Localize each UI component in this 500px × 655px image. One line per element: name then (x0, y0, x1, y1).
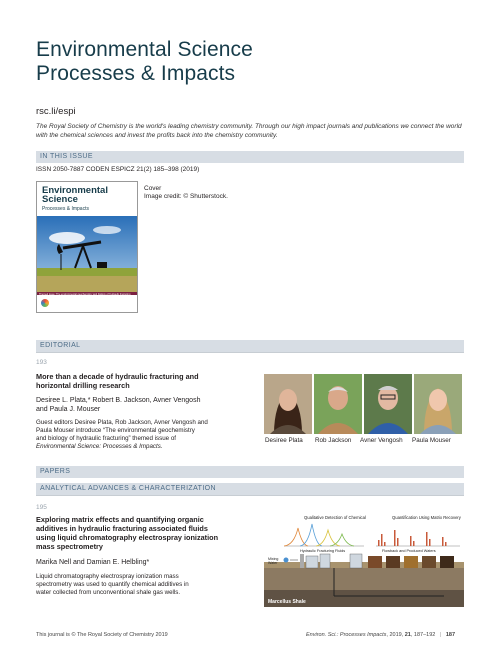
intro-text: The Royal Society of Chemistry is the world's leading chemistry community. Through our high impact journals and publications we connect the world with the chemical sciences and invest the profits back into the chemistry community. (36, 123, 462, 139)
section-editorial: EDITORIAL (36, 340, 464, 352)
editorial-abstract (36, 419, 251, 451)
cover-mini-title-1: Environmental (42, 185, 108, 196)
paper-title-line1: Exploring matrix effects and quantifying organic (36, 515, 204, 524)
graphic-shale-label: Marcellus Shale (268, 599, 306, 605)
cover-credit: Image credit: © Shutterstock. (144, 193, 228, 200)
photo-rob-jackson (314, 374, 362, 434)
footer-copyright: This journal is © The Royal Society of Chemistry 2019 (36, 632, 168, 638)
cover-label: Cover (144, 185, 162, 192)
footer-cite: , 2019, (386, 632, 405, 638)
journal-link[interactable]: rsc.li/espi (36, 106, 76, 117)
section-analytical: ANALYTICAL ADVANCES & CHARACTERIZATION (36, 483, 464, 495)
cover-mini-sub: Processes & Impacts (42, 206, 89, 212)
paper-abstract-line1: Liquid chromatography electrospray ionization mass (36, 573, 179, 580)
oil-pump-illustration (37, 216, 137, 292)
section-papers: PAPERS (36, 466, 464, 478)
journal-title-line2: Processes & Impacts (36, 62, 236, 85)
graphic-mixing-label: Mixing (268, 557, 279, 561)
journal-title-line1: Environmental Science (36, 38, 253, 61)
editorial-abstract-line3: and biology of hydraulic fracturing” themed issue of (36, 435, 176, 442)
cover-caption (144, 185, 228, 201)
paper-title-line3: using liquid chromatography electrospray ionization (36, 533, 219, 542)
photo-label-3: Avner Vengosh (360, 437, 403, 444)
graphic-flowback-label: Flowback and Produced Waters (382, 549, 436, 553)
footer-page-number: 187 (445, 632, 456, 638)
cover-image (36, 181, 138, 313)
photo-label-1: Desiree Plata (265, 437, 303, 444)
paper-authors: Marika Nell and Damian E. Helbling* (36, 559, 150, 566)
editorial-authors-line1: Desiree L. Plata,* Robert B. Jackson, Avner Vengosh (36, 397, 201, 404)
divider (36, 352, 464, 353)
footer-volume: 21 (404, 632, 411, 638)
paper-abstract (36, 573, 251, 597)
editorial-title-line2: horizontal drilling research (36, 381, 130, 390)
paper-abstract-line3: water collected from unconventional shale gas wells. (36, 589, 181, 596)
editorial-page-number: 193 (36, 359, 47, 366)
editorial-title-line1: More than a decade of hydraulic fracturing and (36, 372, 199, 381)
photo-label-4: Paula Mouser (412, 437, 451, 444)
graphic-quant-label: Quantification Using Matrix Recovery (392, 515, 461, 520)
paper-title[interactable] (36, 515, 256, 551)
graphical-abstract (264, 512, 464, 607)
footer-pages: , 187–192 (410, 632, 436, 638)
graphic-qual-label: Qualitative Detection of Chemical (304, 515, 366, 520)
photo-paula-mouser (414, 374, 462, 434)
photo-label-2: Rob Jackson (315, 437, 352, 444)
editorial-authors-line2: and Paula J. Mouser (36, 406, 101, 413)
section-in-this-issue: IN THIS ISSUE (36, 151, 464, 163)
paper-title-line4: mass spectrometry (36, 542, 103, 551)
editorial-title[interactable] (36, 372, 256, 390)
photo-desiree-plata (264, 374, 312, 434)
guest-editor-photos (264, 374, 464, 434)
rsc-logo-icon (41, 299, 49, 307)
issn-line: ISSN 2050-7887 CODEN ESPICZ 21(2) 185–398 (2019) (36, 166, 200, 173)
cover-mini-title-2: Science (42, 194, 78, 205)
graphic-hf-label: Hydraulic Fracturing Fluids (300, 549, 346, 553)
paper-title-line2: additives in hydraulic fracturing associated fluids (36, 524, 208, 533)
photo-avner-vengosh (364, 374, 412, 434)
paper-abstract-line2: spectrometry was used to quantify chemical additives in (36, 581, 189, 588)
editorial-abstract-line2: Paula Mouser introduce “The environmental geochemistry (36, 427, 195, 434)
editorial-abstract-line1: Guest editors Desiree Plata, Rob Jackson, Avner Vengosh and (36, 419, 208, 426)
cover-bottom (37, 295, 137, 312)
divider (36, 495, 464, 496)
footer-journal: Environ. Sci.: Processes Impacts (306, 632, 387, 638)
footer-citation: Environ. Sci.: Processes Impacts, 2019, 21, 187–192 | 187 (306, 632, 456, 638)
paper-page-number: 195 (36, 504, 47, 511)
journal-title (36, 38, 253, 86)
cover-mini-title (42, 186, 108, 204)
graphic-water-label: Water (268, 561, 278, 565)
editorial-authors (36, 396, 256, 414)
editorial-abstract-line4: Environmental Science: Processes & Impacts. (36, 443, 163, 450)
